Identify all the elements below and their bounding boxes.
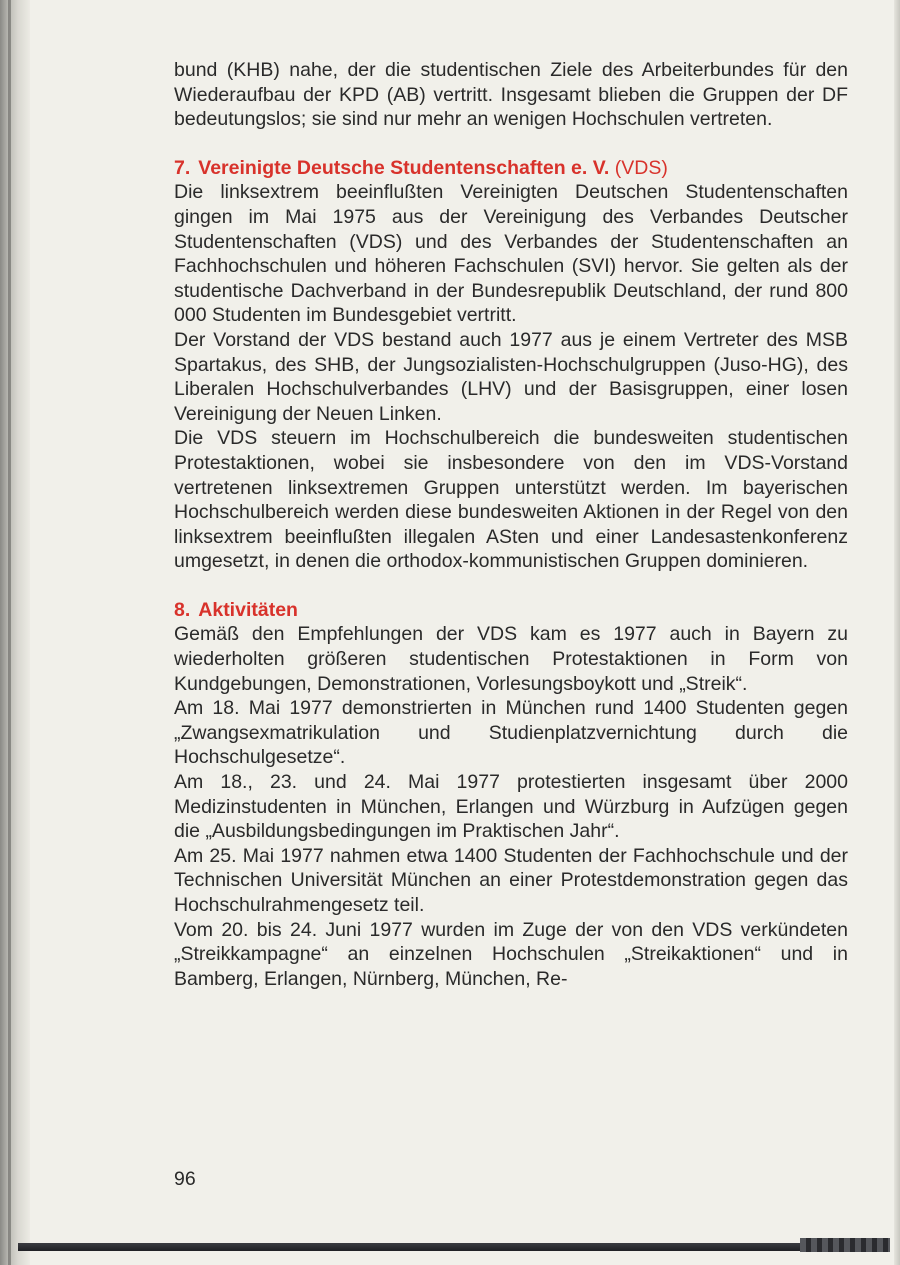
scan-bottom-edge-texture [800,1238,890,1252]
page-number: 96 [174,1168,196,1190]
book-spine-shadow [0,0,30,1265]
page-body [174,58,848,991]
section-7-heading [174,156,848,181]
section-8-paragraph: Am 18. Mai 1977 demonstrierten in München rund 1400 Studenten gegen „Zwangsexmatrikulation und Studienplatzvernichtung durch die Hochschulgesetze“. [174,697,848,769]
section-8-paragraph: Am 25. Mai 1977 nahmen etwa 1400 Studenten der Fachhochschule und der Technischen Universität München an einer Protestdemonstration gegen das Hochschulrahmengesetz teil. [174,844,848,916]
section-7-number: 7. [174,156,191,179]
section-7-abbreviation: (VDS) [614,156,668,179]
section-7-paragraph: Die VDS steuern im Hochschulbereich die bundesweiten studentischen Protestaktionen, wobei sie insbesondere von den im VDS-Vorstand vertretenen linksextremen Gruppen unterstützt werden. Im bayerischen Hochschulbereich werden diese bundesweiten Aktionen in der Regel von den linksextrem beeinflußten illegalen ASten und einer Landesastenkonferenz umgesetzt, in denen die orthodox-kommunistischen Gruppen dominieren. [174,427,848,573]
scan-bottom-edge [18,1243,890,1251]
section-8-number: 8. [174,598,191,621]
section-7-paragraph: Der Vorstand der VDS bestand auch 1977 aus je einem Vertreter des MSB Spartakus, des SHB, der Jungsozialisten-Hochschulgruppen (Juso-HG), des Liberalen Hochschulverbandes (LHV) und der Basisgruppen, einer losen Vereinigung der Neuen Linken. [174,328,848,425]
section-7-paragraph: Die linksextrem beeinflußten Vereinigten Deutschen Studentenschaften gingen im Mai 1975 aus der Vereinigung des Verbandes Deutscher Studentenschaften (VDS) und des Verbandes der Studentenschaften an Fachhochschulen und höheren Fachschulen (SVI) hervor. Sie gelten als der studentische Dachverband in der Bundesrepublik Deutschland, der rund 800 000 Studenten im Bundesgebiet vertritt. [174,181,848,327]
section-8-paragraph: Vom 20. bis 24. Juni 1977 wurden im Zuge der von den VDS verkündeten „Streikkampagne“ an einzelnen Hochschulen „Streikaktionen“ und in Bamberg, Erlangen, Nürnberg, München, Re- [174,918,848,990]
spine-fold-line [8,0,11,1265]
section-8-title: Aktivitäten [198,598,298,621]
section-8-paragraph: Gemäß den Empfehlungen der VDS kam es 1977 auch in Bayern zu wiederholten größeren studentischen Protestaktionen in Form von Kundgebungen, Demonstrationen, Vorlesungsboykott und „Streik“. [174,623,848,695]
section-7-title: Vereinigte Deutsche Studentenschaften e. V. [198,156,610,179]
section-8-paragraph: Am 18., 23. und 24. Mai 1977 protestierten insgesamt über 2000 Medizinstudenten in München, Erlangen und Würzburg in Aufzügen gegen die „Ausbildungsbedingungen im Praktischen Jahr“. [174,771,848,843]
intro-paragraph: bund (KHB) nahe, der die studentischen Ziele des Arbeiterbundes für den Wiederaufbau der KPD (AB) vertritt. Insgesamt blieben die Gruppen der DF bedeutungslos; sie sind nur mehr an wenigen Hochschulen vertreten. [174,59,848,131]
page-right-edge [894,0,900,1265]
section-8-heading [174,598,848,623]
